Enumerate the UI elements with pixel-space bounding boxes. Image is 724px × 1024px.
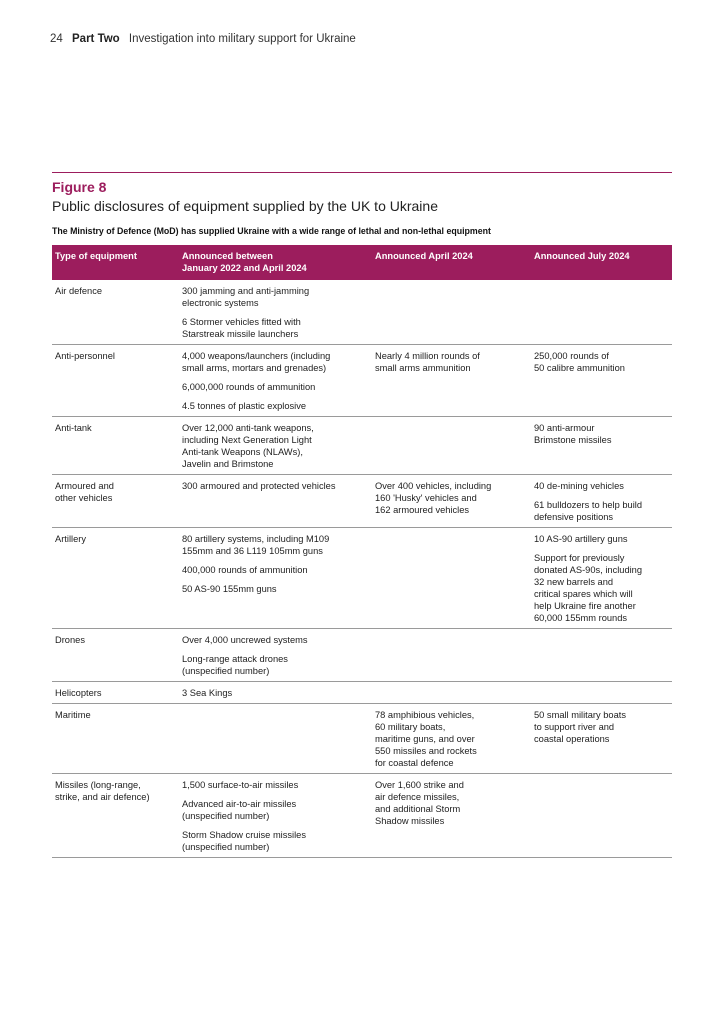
cell-entry: 61 bulldozers to help build defensive positions (534, 500, 643, 522)
cell-entry: Advanced air-to-air missiles (unspecified number) (182, 799, 297, 821)
cell-jul2024 (531, 280, 672, 345)
cell-entry: 50 small military boats to support river and coastal operations (534, 710, 626, 744)
cell-entry: 250,000 rounds of 50 calibre ammunition (534, 351, 625, 373)
column-header-jul2024: Announced July 2024 (531, 245, 672, 280)
equipment-type-cell: Air defence (52, 280, 179, 345)
equipment-type-cell: Anti-personnel (52, 345, 179, 417)
table-row (52, 682, 672, 704)
cell-apr2024 (372, 774, 531, 858)
cell-jan2022-apr2024 (179, 774, 372, 858)
cell-jul2024 (531, 682, 672, 704)
cell-entry: 90 anti-armour Brimstone missiles (534, 423, 612, 445)
cell-entry: Over 12,000 anti-tank weapons, including Next Generation Light Anti-tank Weapons (NLAWs), Javelin and Brimstone (182, 423, 314, 469)
cell-entry: 300 armoured and protected vehicles (182, 481, 336, 491)
table-header-row (52, 245, 672, 280)
cell-jan2022-apr2024 (179, 417, 372, 475)
equipment-type-cell: Armoured and other vehicles (52, 475, 179, 528)
figure-intro: The Ministry of Defence (MoD) has supplied Ukraine with a wide range of lethal and non-lethal equipment (52, 226, 491, 236)
cell-entry: 40 de-mining vehicles (534, 481, 624, 491)
page-number: 24 (50, 33, 63, 45)
figure-block (52, 172, 672, 858)
table-row (52, 629, 672, 682)
cell-jan2022-apr2024 (179, 345, 372, 417)
cell-jan2022-apr2024 (179, 280, 372, 345)
cell-apr2024 (372, 475, 531, 528)
cell-entry: Nearly 4 million rounds of small arms ammunition (375, 351, 480, 373)
cell-jan2022-apr2024 (179, 704, 372, 774)
figure-label: Figure 8 (52, 179, 107, 195)
cell-jul2024 (531, 704, 672, 774)
cell-entry: 50 AS-90 155mm guns (182, 584, 277, 594)
equipment-table (52, 245, 672, 858)
table-row (52, 417, 672, 475)
cell-jan2022-apr2024 (179, 682, 372, 704)
equipment-type-cell: Anti-tank (52, 417, 179, 475)
equipment-type-cell: Drones (52, 629, 179, 682)
cell-entry: 400,000 rounds of ammunition (182, 565, 308, 575)
cell-apr2024 (372, 345, 531, 417)
column-header-type: Type of equipment (52, 245, 179, 280)
column-header-apr2024: Announced April 2024 (372, 245, 531, 280)
table-body (52, 280, 672, 858)
cell-apr2024 (372, 682, 531, 704)
cell-entry: Over 400 vehicles, including 160 'Husky' vehicles and 162 armoured vehicles (375, 481, 492, 515)
cell-jul2024 (531, 475, 672, 528)
cell-entry: 1,500 surface-to-air missiles (182, 780, 299, 790)
cell-apr2024 (372, 528, 531, 629)
cell-entry: 78 amphibious vehicles, 60 military boats, maritime guns, and over 550 missiles and rockets for coastal defence (375, 710, 477, 768)
cell-jan2022-apr2024 (179, 475, 372, 528)
part-label: Part Two (72, 33, 120, 45)
equipment-type-cell: Missiles (long-range, strike, and air defence) (52, 774, 179, 858)
cell-entry: Long-range attack drones (unspecified number) (182, 654, 288, 676)
cell-entry: 4,000 weapons/launchers (including small arms, mortars and grenades) (182, 351, 331, 373)
report-title: Investigation into military support for Ukraine (128, 33, 356, 45)
table-row (52, 475, 672, 528)
cell-entry: 300 jamming and anti-jamming electronic systems (182, 286, 310, 308)
table-row (52, 704, 672, 774)
figure-title: Public disclosures of equipment supplied by the UK to Ukraine (52, 198, 438, 214)
cell-jul2024 (531, 345, 672, 417)
cell-entry: Over 1,600 strike and air defence missiles, and additional Storm Shadow missiles (375, 780, 464, 826)
cell-entry: 6,000,000 rounds of ammunition (182, 382, 316, 392)
cell-entry: 3 Sea Kings (182, 688, 233, 698)
table-row (52, 774, 672, 858)
table-row (52, 345, 672, 417)
cell-jan2022-apr2024 (179, 629, 372, 682)
cell-entry: 4.5 tonnes of plastic explosive (182, 401, 307, 411)
cell-entry: 10 AS-90 artillery guns (534, 534, 628, 544)
table-row (52, 528, 672, 629)
cell-entry: Support for previously donated AS-90s, including 32 new barrels and critical spares which will help Ukraine fire another 60,000 155mm rounds (534, 553, 643, 623)
cell-apr2024 (372, 704, 531, 774)
equipment-type-cell: Helicopters (52, 682, 179, 704)
cell-apr2024 (372, 417, 531, 475)
column-header-jan2022-apr2024: Announced between January 2022 and April 2024 (179, 245, 372, 280)
equipment-type-cell: Maritime (52, 704, 179, 774)
cell-apr2024 (372, 280, 531, 345)
cell-jul2024 (531, 528, 672, 629)
cell-jul2024 (531, 774, 672, 858)
cell-entry: Over 4,000 uncrewed systems (182, 635, 308, 645)
cell-apr2024 (372, 629, 531, 682)
cell-jan2022-apr2024 (179, 528, 372, 629)
cell-entry: Storm Shadow cruise missiles (unspecified number) (182, 830, 306, 852)
cell-entry: 80 artillery systems, including M109 155mm and 36 L119 105mm guns (182, 534, 330, 556)
cell-jul2024 (531, 629, 672, 682)
cell-jul2024 (531, 417, 672, 475)
table-row (52, 280, 672, 345)
cell-entry: 6 Stormer vehicles fitted with Starstreak missile launchers (182, 317, 301, 339)
equipment-type-cell: Artillery (52, 528, 179, 629)
page-header (50, 33, 356, 45)
